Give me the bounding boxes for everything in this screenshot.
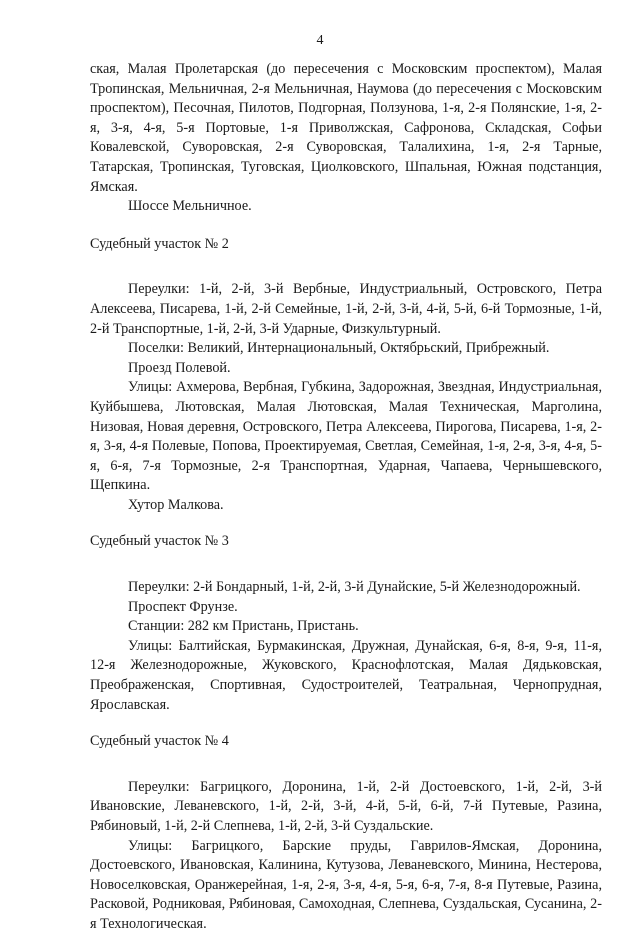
streets-continuation: ская, Малая Пролетарская (до пересечения с Московским проспектом), Малая Тропинская, Мельничная, 2-я Мельничная, Наумова (до пересечения с Московским проспектом), Песочная, Пилотов, Подгорная, Ползунова, 1-я, 2-я Полянские, 1-я, 2-я, 3-я, 4-я, 5-я Портовые, 1-я Приволжская, Сафронова, Складская, Софьи Ковалевской, Суворовская, 2-я Суворовская, Талалихина, 1-я, 2-я Тарные, Татарская, Тропинская, Туговская, Циолковского, Шпальная, Южная подстанция, Ямская. [90, 61, 602, 195]
section2-lanes: Переулки: 1-й, 2-й, 3-й Вербные, Индустриальный, Островского, Петра Алексеева, Писарева, 1-й, 2-й Семейные, 1-й, 2-й, 3-й, 4-й, 5-й, 6-й Тормозные, 1-й, 2-й Транспортные, 1-й, 2-й, 3-й Ударные, Физкультурный. [90, 281, 602, 337]
page-number: 4 [316, 33, 324, 48]
section3-streets: Улицы: Балтийская, Бурмакинская, Дружная, Дунайская, 6-я, 8-я, 9-я, 11-я, 12-я Железнодорожные, Жуковского, Краснофлотская, Малая Дядьковская, Преображенская, Спортивная, Судостроителей, Театральная, Чернопрудная, Ярославская. [90, 637, 602, 713]
highway-line: Шоссе Мельничное. [128, 198, 252, 215]
section-heading-2: Судебный участок № 2 [90, 235, 229, 252]
section2-farm: Хутор Малкова. [128, 496, 224, 513]
section4-streets: Улицы: Багрицкого, Барские пруды, Гаврилов-Ямская, Доронина, Достоевского, Ивановская, Калинина, Кутузова, Леваневского, Минина, Нестерова, Новоселковская, Оранжерейная, 1-я, 2-я, 3-я, 4-я, 5-я, 6-я, 7-я, 8-я Путевые, Разина, Расковой, Родниковая, Рябиновая, Самоходная, Слепнева, Суздальская, Сусанина, 2-я Технологическая. [90, 837, 602, 932]
section3-stations: Станции: 282 км Пристань, Пристань. [128, 618, 359, 635]
section3-avenue: Проспект Фрунзе. [128, 598, 238, 615]
section2-settlements: Поселки: Великий, Интернациональный, Октябрьский, Прибрежный. [128, 340, 550, 357]
document-body [90, 60, 602, 935]
section2-streets: Улицы: Ахмерова, Вербная, Губкина, Задорожная, Звездная, Индустриальная, Куйбышева, Лютовская, Малая Лютовская, Малая Техническая, Марголина, Низовая, Новая деревня, Островского, Петра Алексеева, Пирогова, Писарева, 1-я, 2-я, 3-я, 4-я Полевые, Попова, Проектируемая, Светлая, Семейная, 1-я, 2-я, 3-я, 4-я, 5-я, 6-я, 7-я Тормозные, 2-я Транспортная, Ударная, Чапаева, Чернышевского, Щепкина. [90, 379, 602, 494]
section2-passage: Проезд Полевой. [128, 359, 231, 376]
section3-lanes: Переулки: 2-й Бондарный, 1-й, 2-й, 3-й Дунайские, 5-й Железнодорожный. [128, 579, 581, 596]
section-heading-4: Судебный участок № 4 [90, 733, 229, 750]
section-heading-3: Судебный участок № 3 [90, 533, 229, 550]
section4-lanes: Переулки: Багрицкого, Доронина, 1-й, 2-й Достоевского, 1-й, 2-й, 3-й Ивановские, Леваневского, 1-й, 2-й, 3-й, 4-й, 5-й, 6-й, 7-й Путевые, Разина, Рябиновый, 1-й, 2-й Слепнева, 1-й, 2-й, 3-й Суздальские. [90, 778, 602, 834]
